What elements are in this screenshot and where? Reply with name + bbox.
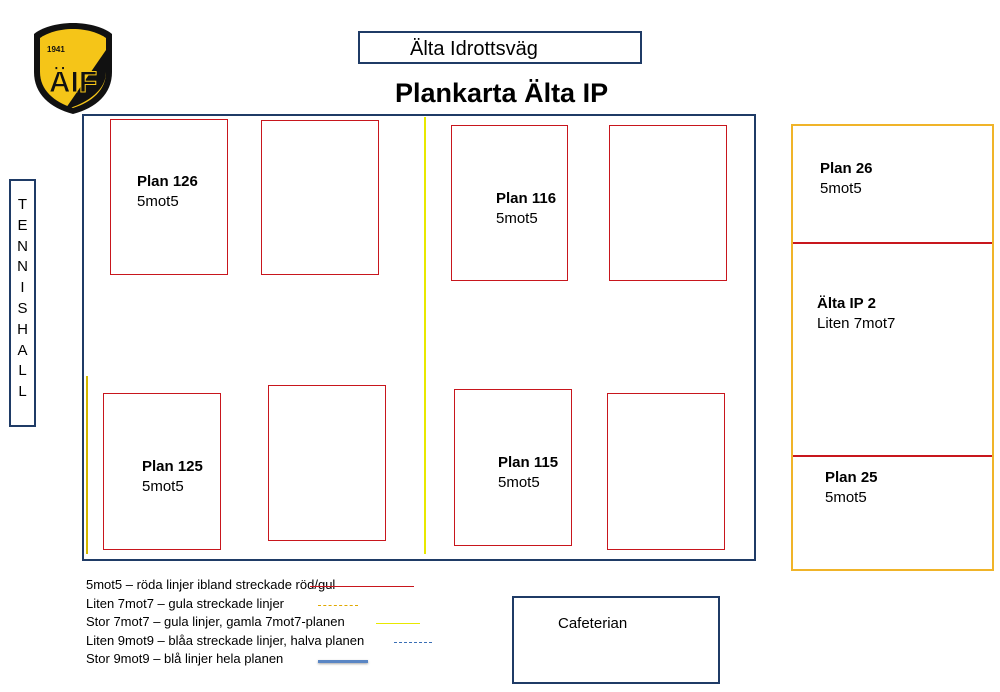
tennis-hall-letter: N bbox=[17, 237, 28, 255]
pitch-116-label bbox=[496, 189, 556, 229]
tennis-hall-letter: L bbox=[18, 383, 27, 401]
plan-25-format: 5mot5 bbox=[825, 489, 867, 506]
yellow-line-left bbox=[86, 376, 88, 554]
legend-line-sample bbox=[376, 623, 420, 624]
tennis-hall-letter: A bbox=[17, 341, 28, 359]
yellow-line-center bbox=[424, 117, 426, 554]
pitch-top-2 bbox=[261, 120, 379, 275]
tennis-hall-letter: I bbox=[20, 279, 25, 297]
pitch-125-label bbox=[142, 457, 203, 497]
pitch-bottom-2 bbox=[268, 385, 386, 541]
legend-line-sample bbox=[318, 605, 358, 606]
tennis-hall-letter: S bbox=[17, 299, 28, 317]
legend-item: 5mot5 – röda linjer ibland streckade röd/gul bbox=[86, 577, 336, 592]
plan-26-format: 5mot5 bbox=[820, 180, 862, 197]
cafeteria-label: Cafeterian bbox=[558, 615, 628, 632]
plan-26-label bbox=[820, 159, 873, 199]
tennis-hall bbox=[9, 179, 36, 427]
pitch-126-format: 5mot5 bbox=[137, 193, 179, 210]
pitch-116-format: 5mot5 bbox=[496, 210, 538, 227]
tennis-hall-letter: L bbox=[18, 362, 27, 380]
plan-26-name: Plan 26 bbox=[820, 160, 873, 177]
logo-letters: ÄIF bbox=[48, 66, 98, 99]
page-title: Plankarta Älta IP bbox=[395, 78, 609, 108]
club-logo bbox=[30, 20, 116, 116]
tennis-hall-letter: E bbox=[17, 216, 28, 234]
pitch-116-name: Plan 116 bbox=[496, 190, 557, 207]
legend-line-sample bbox=[394, 642, 432, 643]
tennis-hall-letter: N bbox=[17, 258, 28, 276]
road-label: Älta Idrottsväg bbox=[410, 38, 538, 60]
road-label-box bbox=[358, 31, 642, 64]
pitch-115-label bbox=[498, 453, 558, 493]
pitch-125-name: Plan 125 bbox=[142, 458, 203, 475]
logo-year: 1941 bbox=[47, 45, 65, 54]
pitch-126-label bbox=[137, 172, 198, 212]
legend-line-sample bbox=[318, 660, 368, 663]
legend-item: Liten 9mot9 – blåa streckade linjer, halva planen bbox=[86, 632, 365, 648]
pitch-115-name: Plan 115 bbox=[498, 454, 559, 471]
alta-ip2-format: Liten 7mot7 bbox=[817, 315, 896, 332]
tennis-hall-letter: H bbox=[17, 320, 28, 338]
alta-ip2-divider-bottom bbox=[793, 455, 992, 457]
pitch-115-format: 5mot5 bbox=[498, 474, 540, 491]
plan-25-label bbox=[825, 468, 878, 508]
alta-ip2-name: Älta IP 2 bbox=[817, 295, 876, 312]
pitch-bottom-4 bbox=[607, 393, 725, 550]
alta-ip2-divider-top bbox=[793, 242, 992, 244]
pitch-top-4 bbox=[609, 125, 727, 281]
alta-ip2-label bbox=[817, 294, 895, 334]
cafeteria-box bbox=[512, 596, 720, 684]
legend-item: Liten 7mot7 – gula streckade linjer bbox=[86, 595, 285, 611]
pitch-125-format: 5mot5 bbox=[142, 478, 184, 495]
legend-line-sample bbox=[310, 586, 414, 587]
legend-item: Stor 7mot7 – gula linjer, gamla 7mot7-planen bbox=[86, 614, 345, 630]
pitch-126-name: Plan 126 bbox=[137, 173, 198, 190]
plan-25-name: Plan 25 bbox=[825, 469, 878, 486]
legend bbox=[86, 576, 486, 676]
legend-item: Stor 9mot9 – blå linjer hela planen bbox=[86, 651, 284, 667]
tennis-hall-letter: T bbox=[17, 196, 28, 213]
